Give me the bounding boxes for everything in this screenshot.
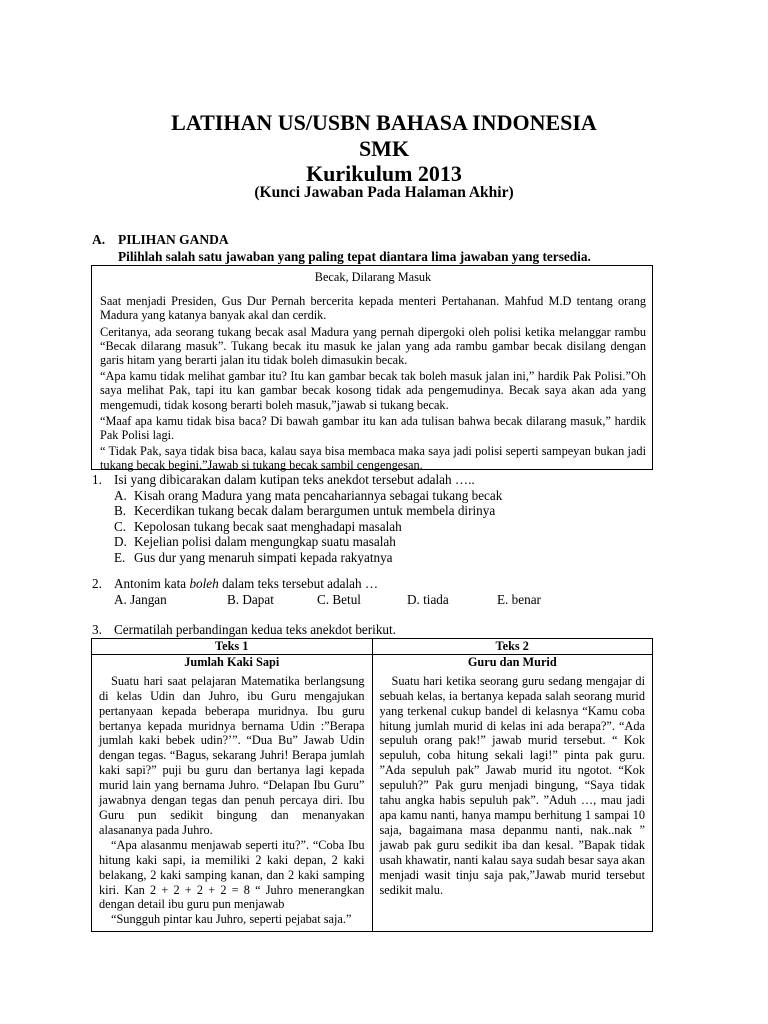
question-number: 2. [92,576,102,591]
text1-title: Jumlah Kaki Sapi [92,654,373,669]
story-title: Becak, Dilarang Masuk [314,270,432,284]
comparison-table [91,638,653,932]
table-header-text1: Teks 1 [92,639,373,655]
answer-option-e: E. Gus dur yang menaruh simpati kepada rakyatnya [114,549,393,565]
question-2 [92,576,672,607]
table-header-text2: Teks 2 [372,639,653,655]
answer-option-d: D. tiada [407,591,449,607]
section-title: PILIHAN GANDA [118,232,229,247]
section-instruction: Pilihlah salah satu jawaban yang paling tepat diantara lima jawaban yang tersedia. [118,249,591,264]
answer-option-c: C. Betul [317,591,361,607]
doc-title-line1: LATIHAN US/USBN BAHASA INDONESIA [171,110,597,135]
story-paragraph: Saat menjadi Presiden, Gus Dur Pernah bercerita kepada menteri Pertahanan. Mahfud M.D tentang orang Madura yang katanya banyak akal dan cerdik. [100,294,646,323]
text1-body [92,670,373,932]
answer-option-a: A. Jangan [114,591,167,607]
question-keyword: boleh [189,576,219,591]
question-text: Isi yang dibicarakan dalam kutipan teks anekdot tersebut adalah ….. [114,472,475,487]
question-3 [92,622,672,638]
story-paragraph: “ Tidak Pak, saya tidak bisa baca, kalau saya bisa membaca maka saya jadi polisi seperti sampeyan bukan jadi tukang becak begini.”Jawab si tukang becak sambil cengengesan. [100,444,646,473]
text1-paragraph: “Apa alasanmu menjawab seperti itu?”. “Coba Ibu hitung kaki sapi, ia memiliki 2 kaki depan, 2 kaki belakang, 2 kaki samping kanan, dan 2 kaki samping kiri. Kan 2 + 2 + 2 + 2 = 8 “ Juhro menerangkan dengan detail ibu guru pun menjawab [99,837,365,912]
text1-paragraph: Suatu hari saat pelajaran Matematika berlangsung di kelas Udin dan Juhro, ibu Guru mengajukan pertanyaan kepada beberapa muridnya. Ibu guru bertanya kepada muridnya bernama Udin :”Berapa jumlah kaki bebek udin?’”. “Dua Bu” Jawab Udin dengan tegas. “Bagus, sekarang Juhri! Berapa jumlah kaki sapi?” puji bu guru dan bertanya lagi kepada murid lain yang bernama Juhro. “Delapan Ibu Guru” jawabnya dengan tegas dan penuh percaya diri. Ibu Guru pun sedikit bingung dan menanyakan alasananya pada Juhro. [99,673,365,837]
answer-option-c: C. Kepolosan tukang becak saat menghadapi masalah [114,518,402,534]
story-box [91,265,653,473]
doc-title-line2: SMK [358,136,410,161]
story-paragraph: “Maaf apa kamu tidak bisa baca? Di bawah gambar itu kan ada tulisan bahwa becak dilarang masuk,” hardik Pak Polisi lagi. [100,413,646,443]
text2-title: Guru dan Murid [372,654,653,669]
question-1 [92,472,672,565]
section-number: A. [92,232,106,247]
question-text: Cermatilah perbandingan kedua teks anekdot berikut. [114,622,396,637]
answer-option-d: D. Kejelian polisi dalam mengungkap suatu masalah [114,534,396,549]
question-text-end: dalam teks tersebut adalah … [218,576,379,591]
doc-subtitle: (Kunci Jawaban Pada Halaman Akhir) [254,184,514,201]
question-number: 3. [92,622,102,637]
question-number: 1. [92,472,102,487]
answer-option-b: B. Dapat [227,591,274,607]
text2-paragraph: Suatu hari ketika seorang guru sedang mengajar di sebuah kelas, ia bertanya kepada salah seorang murid yang terkenal cukup bandel di kelasnya “Kamu coba hitung jumlah murid di kelas ini ada berapa?”. “Ada sepuluh orang pak!” jawab murid tersebut. “ Kok sepuluh, coba hitung sekali lagi!” pinta pak guru. ”Ada sepuluh pak” Jawab murid itu ngotot. “Kok sepuluh?” Pak guru menjadi bingung, “Saya tidak tahu angka habis sepuluh pak”. ”Aduh …, mau jadi apa kamu nanti, hanya mampu berhitung 1 sampai 10 saja, bagaimana masa depanmu nanti, nak..nak ” jawab pak guru sedikit iba dan kesal. ”Bapak tidak usah khawatir, nanti kalau saya sudah besar saya akan menjadi wasit tinju saja pak,”Jawab murid tersebut sedikit malu. [379,673,645,897]
question-text: Antonim kata [114,576,190,591]
text2-body [372,670,653,932]
answer-option-b: B. Kecerdikan tukang becak dalam berargumen untuk membela dirinya [114,503,496,518]
text1-paragraph: “Sungguh pintar kau Juhro, seperti pejabat saja.” [111,912,352,927]
story-paragraph: “Apa kamu tidak melihat gambar itu? Itu kan gambar becak tak boleh masuk jalan ini,” hardik Pak Polisi.”Oh saya melihat Pak, tapi itu kan gambar becak kosong tidak ada pengemudinya. Becak saya akan ada yang mengemudi, tidak kosong berarti boleh masuk,”jawab si tukang becak. [100,369,646,412]
answer-option-e: E. benar [497,591,541,607]
story-paragraph: Ceritanya, ada seorang tukang becak asal Madura yang pernah dipergoki oleh polisi ketika melanggar rambu “Becak dilarang masuk”. Tukang becak itu masuk ke jalan yang ada rambu gambar becak disilang dengan garis hitam yang berarti jalan itu tidak boleh dimasukin becak. [100,324,646,368]
doc-title-line3: Kurikulum 2013 [306,161,462,186]
section-heading [92,232,229,248]
answer-option-a: A. Kisah orang Madura yang mata pencahariannya sebagai tukang becak [114,487,503,503]
